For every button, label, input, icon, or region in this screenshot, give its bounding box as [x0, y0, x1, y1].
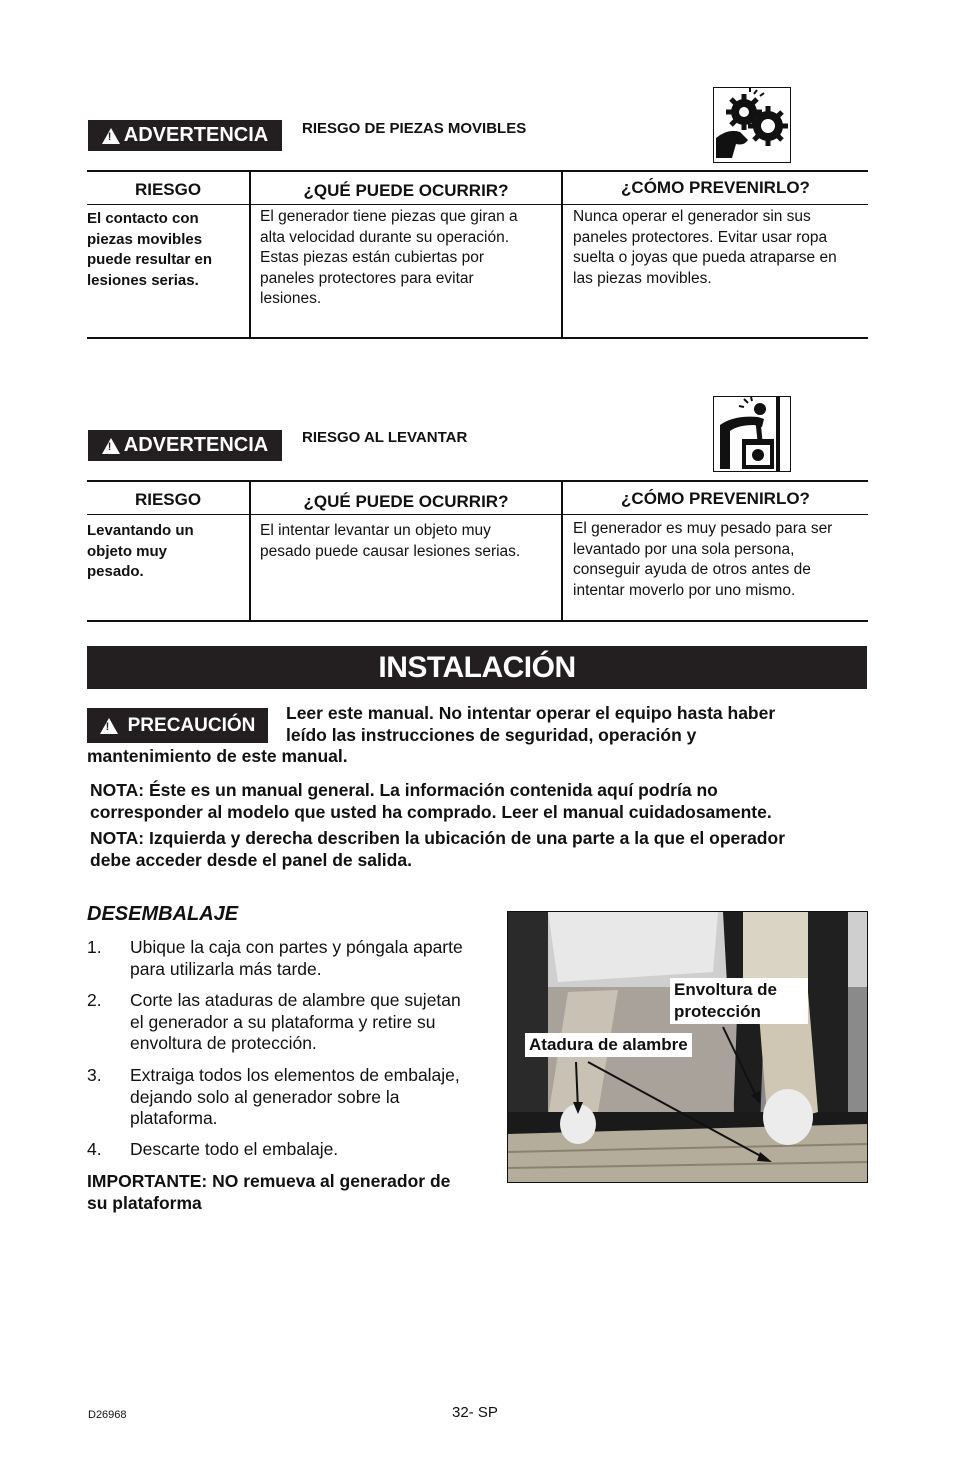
ocurrir-text: El generador tiene piezas que giran a alta velocidad durante su operación. Estas piezas están cubiertas por paneles protectores para evitar lesiones. — [260, 208, 518, 307]
step-number: 2. — [87, 990, 102, 1010]
header-como-prevenirlo: ¿CÓMO PREVENIRLO? — [621, 178, 810, 197]
moving-parts-hazard-icon — [713, 87, 791, 163]
riesgo-text: Levantando un objeto muy pesado. — [87, 522, 194, 580]
header-como-prevenirlo: ¿CÓMO PREVENIRLO? — [621, 489, 810, 508]
section-title: INSTALACIÓN — [87, 646, 867, 689]
caution-text: Leer este manual. No intentar operar el equipo hasta haber leído las instrucciones de seguridad, operación y — [286, 703, 776, 745]
document-id: D26968 — [88, 1409, 127, 1421]
lifting-hazard-icon — [713, 396, 791, 472]
step-text: Extraiga todos los elementos de embalaje, dejando solo al generador sobre la plataforma. — [130, 1065, 460, 1128]
prevenir-text: Nunca operar el generador sin sus paneles protectores. Evitar usar ropa suelta o joyas que pueda atraparse en las piezas movibles. — [573, 208, 837, 287]
warning-triangle-icon — [102, 438, 120, 454]
step-text: Descarte todo el embalaje. — [130, 1139, 339, 1159]
step-number: 4. — [87, 1139, 102, 1159]
warning-title: RIESGO DE PIEZAS MOVIBLES — [302, 120, 527, 137]
step-text: Corte las ataduras de alambre que sujetan el generador a su plataforma y retire su envoltura de protección. — [130, 990, 461, 1053]
header-que-puede-ocurrir: ¿QUÉ PUEDE OCURRIR? — [303, 181, 509, 200]
hazard-table-lifting — [87, 480, 868, 622]
warning-triangle-icon — [100, 718, 118, 734]
caution-text-continued: mantenimiento de este manual. — [87, 746, 348, 766]
step-number: 3. — [87, 1065, 102, 1085]
ocurrir-text: El intentar levantar un objeto muy pesado puede causar lesiones serias. — [260, 522, 521, 560]
warning-title: RIESGO AL LEVANTAR — [302, 429, 468, 446]
wire-tie-label: Atadura de alambre — [525, 1033, 692, 1057]
step-number: 1. — [87, 937, 102, 957]
wrap-label: Envoltura de protección — [670, 978, 808, 1024]
header-que-puede-ocurrir: ¿QUÉ PUEDE OCURRIR? — [303, 492, 509, 511]
warning-badge: ! ADVERTENCIA — [88, 430, 282, 461]
step-text: Ubique la caja con partes y póngala aparte para utilizarla más tarde. — [130, 937, 463, 979]
note-left-right: NOTA: Izquierda y derecha describen la ubicación de una parte a la que el operador debe acceder desde el panel de salida. — [90, 828, 786, 870]
header-riesgo: RIESGO — [134, 490, 202, 509]
caution-badge: ! PRECAUCIÓN — [87, 708, 268, 743]
hazard-table-moving-parts — [87, 170, 868, 339]
header-riesgo: RIESGO — [134, 180, 202, 199]
unpacking-heading: DESEMBALAJE — [87, 903, 239, 925]
important-note: IMPORTANTE: NO remueva al generador de su plataforma — [87, 1171, 451, 1213]
warning-badge: ! ADVERTENCIA — [88, 120, 282, 151]
unpacking-photo — [507, 911, 868, 1183]
riesgo-text: El contacto con piezas movibles puede resultar en lesiones serias. — [87, 210, 213, 289]
page-number: 32- SP — [452, 1404, 498, 1421]
prevenir-text: El generador es muy pesado para ser levantado por una sola persona, conseguir ayuda de otros antes de intentar moverlo por uno mismo. — [573, 520, 833, 599]
note-general-manual: NOTA: Éste es un manual general. La información contenida aquí podría no corresponder al modelo que usted ha comprado. Leer el manual cuidadosamente. — [90, 780, 772, 822]
warning-triangle-icon — [102, 128, 120, 144]
